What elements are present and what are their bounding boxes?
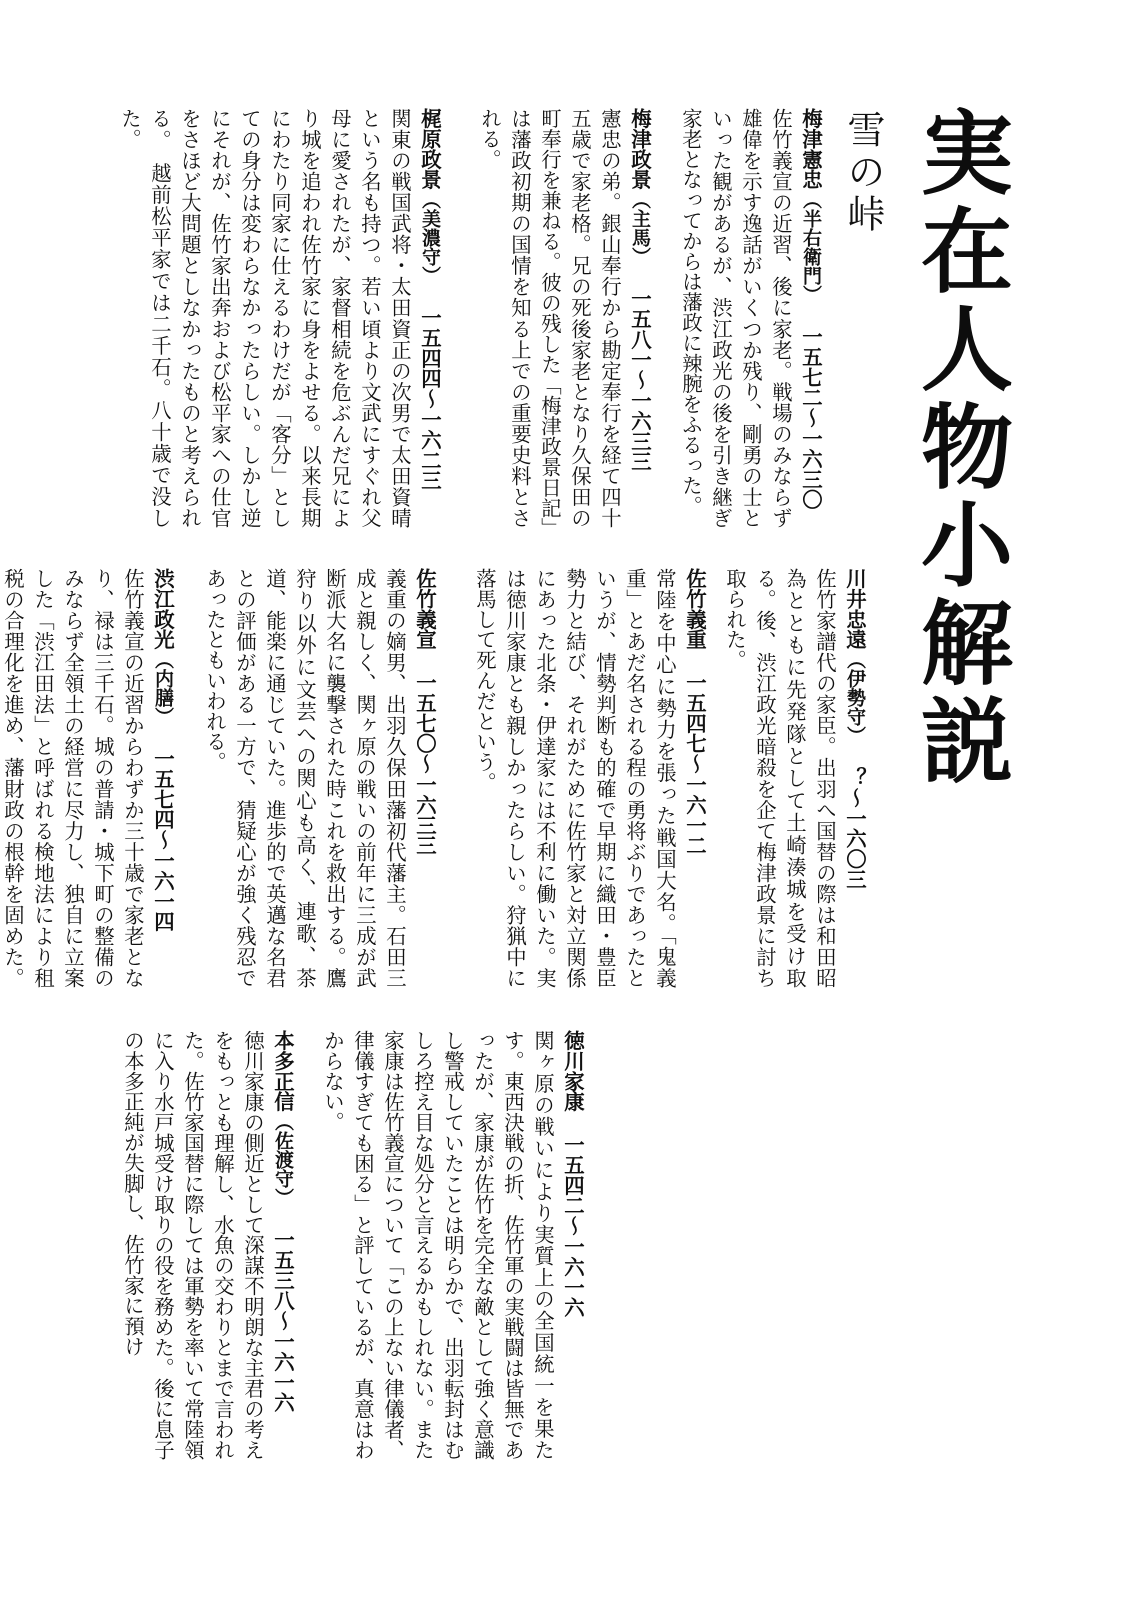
entry-title: （佐渡守）	[272, 1111, 294, 1207]
entry-shibue-masamitsu	[1, 568, 178, 988]
entry-body: 佐竹家譜代の家臣。出羽へ国替の際は和田昭為とともに先発隊として土崎湊城を受け取る。後、渋江政光暗殺を企て梅津政景に討ち取られた。	[723, 568, 837, 988]
entry-name: 本多正信	[271, 1030, 295, 1112]
entry-name: 徳川家康	[561, 1030, 585, 1112]
entry-title: （半右衛門）	[800, 189, 822, 304]
entry-honda-masanobu	[108, 1030, 298, 1460]
entry-title: （伊勢守）	[844, 649, 866, 745]
entry-years: 一五八一〜一六三三	[628, 288, 652, 472]
entry-umezu-masakage	[470, 108, 655, 528]
entry-body: 佐竹義宣の近習、後に家老。戦場のみならず雄偉を示す逸話がいくつか残り、剛勇の士といった観があるが、渋江政光の後を引き継ぎ家老となってからは藩政に辣腕をふるった。	[679, 108, 793, 528]
entry-name: 梶原政景	[418, 108, 442, 190]
entry-body: 関ヶ原の戦いにより実質上の全国統一を果たす。東西決戦の折、佐竹軍の実戦闘は皆無であったが、家康が佐竹を完全な敵として強く意識し警戒していたことは明らかで、出羽転封はむしろ控え目な処分と言えるかもしれない。また家康は佐竹義宣について「この上ない律儀者、律儀すぎても困る」と評しているが、真意はわからない。	[321, 1030, 555, 1460]
entry-title: （美濃守）	[419, 189, 441, 285]
entry-body: 佐竹義宣の近習からわずか三十歳で家老となり、禄は三千石。城の普請・城下町の整備のみならず全領土の経営に尽力し、独自に立案した「渋江田法」と呼ばれる検地法により租税の合理化を進め、藩財政の根幹を固めた。	[1, 568, 145, 988]
entry-umezu-norítada	[676, 108, 826, 528]
entry-title: （内膳）	[152, 649, 174, 726]
entry-years: ？〜一六〇三	[843, 767, 867, 890]
entry-satake-yoshinobu	[200, 568, 440, 988]
entry-years: 一五七四〜一六一四	[151, 748, 175, 932]
entry-body: 徳川家康の側近として深謀不明朗な主君の考えをもっとも理解し、水魚の交わりとまで言われた。佐竹家国替に際しては軍勢を率いて常陸領に入り水戸城受け取りの役を務めた。後に息子の本多正純が失脚し、佐竹家に預け	[121, 1030, 265, 1460]
entry-satake-yoshishige	[470, 568, 710, 988]
entry-name: 佐竹義宣	[413, 568, 437, 650]
entry-tokugawa-ieyasu	[318, 1030, 588, 1460]
entry-kawai-tadatoo	[723, 568, 870, 988]
entry-years: 一五七二〜一六三〇	[799, 326, 823, 510]
entry-name: 渋江政光	[151, 568, 175, 650]
entry-kajiwara-masakage	[118, 108, 445, 528]
entry-years: 一五七〇〜一六三三	[413, 672, 437, 856]
entry-body: 常陸を中心に勢力を張った戦国大名。「鬼義重」とあだ名される程の勇将ぶりであったというが、情勢判断も的確で早期に織田・豊臣勢力と結び、それがために佐竹家と対立関係にあった北条・伊達家には不利に働いた。実は徳川家康とも親しかったらしい。狩猟中に落馬して死んだという。	[473, 568, 677, 988]
entry-name: 梅津憲忠	[799, 108, 823, 190]
entry-title: （主馬）	[629, 189, 651, 266]
entry-body: 義重の嫡男、出羽久保田藩初代藩主。石田三成と親しく、関ヶ原の戦いの前年に三成が武断派大名に襲撃された時これを救出する。鷹狩り以外に文芸への関心も高く、連歌、茶道、能楽に通じていた。進歩的で英邁な名君との評価がある一方で、猜疑心が強く残忍であったともいわれる。	[203, 568, 407, 988]
entry-years: 一五三八〜一六一六	[271, 1229, 295, 1413]
entry-years: 一五四四〜一六二三	[418, 307, 442, 491]
page-title: 実在人物小解説	[906, 105, 1014, 791]
entry-name: 梅津政景	[628, 108, 652, 190]
entry-body: 関東の戦国武将・太田資正の次男で太田資晴という名も持つ。若い頃より文武にすぐれ父母に愛されたが、家督相続を危ぶんだ兄により城を追われ佐竹家に身をよせる。以来長期にわたり同家に仕えるわけだが「客分」としての身分は変わらなかったらしい。しかし逆にそれが、佐竹家出奔および松平家への仕官をさほど大問題としなかったものと考えられる。 越前松平家では二千石。八十歳で没した。	[118, 108, 412, 528]
entry-name: 川井忠遠	[843, 568, 867, 650]
entry-body: 憲忠の弟。銀山奉行から勘定奉行を経て四十五歳で家老格。兄の死後家老となり久保田の町奉行を兼ねる。彼の残した「梅津政景日記」は藩政初期の国情を知る上での重要史料とされる。	[478, 108, 622, 528]
entry-years: 一五四七〜一六一二	[683, 672, 707, 856]
entry-name: 佐竹義重	[683, 568, 707, 650]
page-subtitle: 雪の峠	[841, 110, 885, 236]
entry-years: 一五四二〜一六一六	[561, 1134, 585, 1318]
